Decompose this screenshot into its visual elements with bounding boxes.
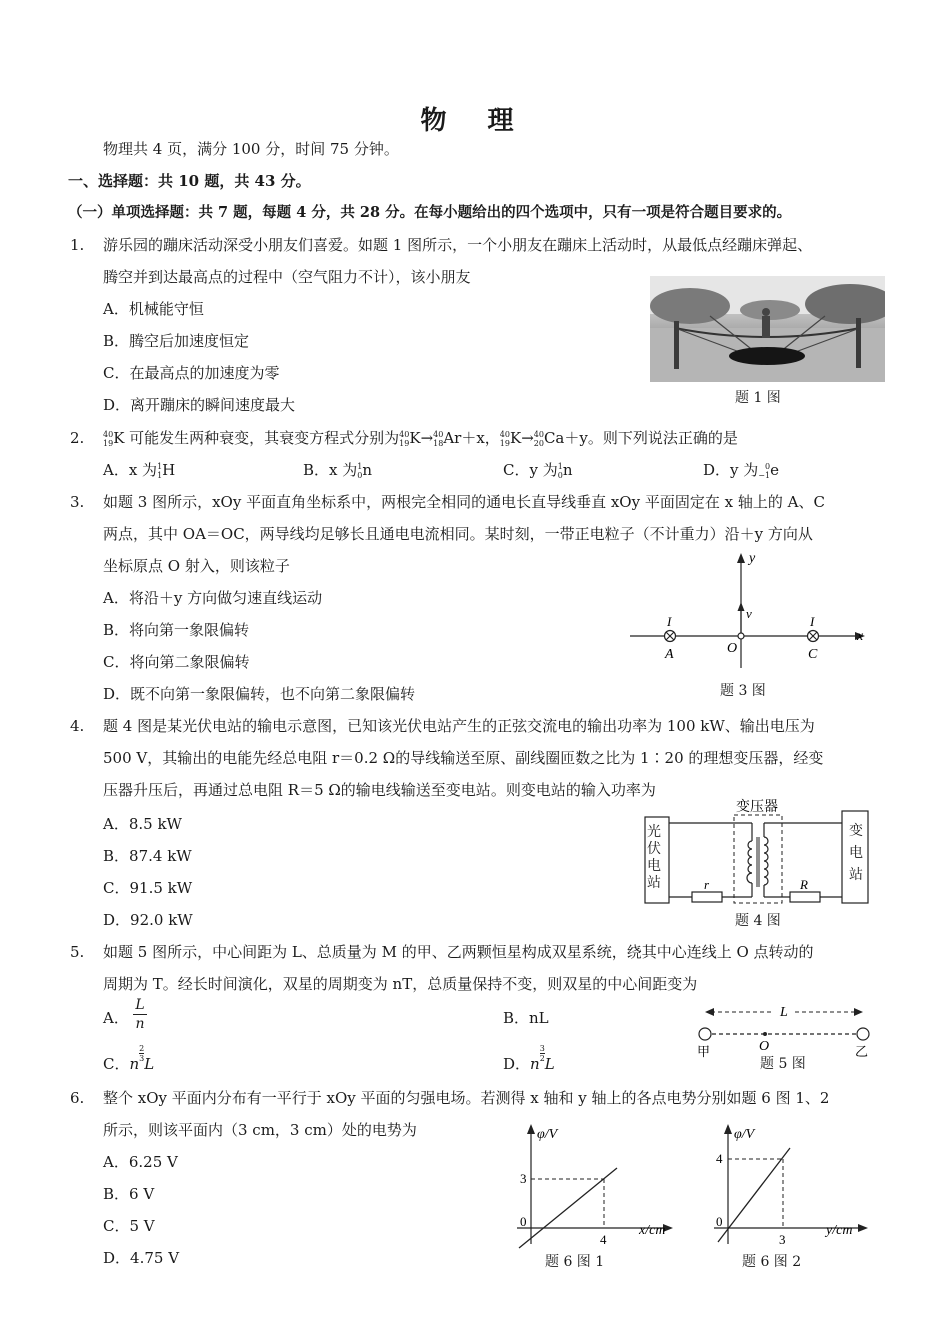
- x-axis-label: x/cm: [639, 1223, 666, 1238]
- point-c-label: C: [808, 647, 818, 662]
- option-b: B．6 V: [103, 1185, 155, 1203]
- option-c: C．5 V: [103, 1217, 155, 1235]
- page-title: 物 理: [420, 106, 530, 136]
- option-b: B．将向第一象限偏转: [103, 621, 250, 639]
- question-number: 2.: [70, 429, 85, 447]
- option-d: D．离开蹦床的瞬间速度最大: [103, 396, 296, 414]
- option-c: C．y 为1 0n: [503, 461, 573, 480]
- transformer-label: 变压器: [736, 799, 778, 815]
- x-tick-label: 4: [600, 1232, 607, 1247]
- option-a: A．机械能守恒: [103, 300, 204, 318]
- question-stem: 周期为 T。经长时间演化，双星的周期变为 nT，总质量保持不变，则双星的中心间距变为: [103, 975, 698, 993]
- question-stem: 腾空并到达最高点的过程中（空气阻力不计），该小朋友: [103, 268, 471, 286]
- figure-caption: 题 1 图: [735, 390, 781, 406]
- option-a: A．6.25 V: [103, 1153, 178, 1171]
- option-c: C．n2 3L: [103, 1044, 155, 1073]
- question-stem: 两点，其中 OA＝OC，两导线均足够长且通电电流相同。某时刻，一带正电粒子（不计重力）沿＋y 方向从: [103, 525, 813, 543]
- figure-3-diagram: [625, 548, 875, 678]
- resistor-r-label: r: [704, 877, 710, 892]
- question-stem: 整个 xOy 平面内分布有一平行于 xOy 平面的匀强电场。若测得 x 轴和 y 轴上的各点电势分别如题 6 图 1、2: [103, 1089, 830, 1107]
- figure-caption: 题 4 图: [735, 913, 781, 929]
- question-stem: 压器升压后，再通过总电阻 R＝5 Ω的输电线输送至变电站。则变电站的输入功率为: [103, 781, 656, 799]
- option-b: B．腾空后加速度恒定: [103, 332, 250, 350]
- substation-label: 变电站: [849, 823, 863, 883]
- question-number: 5.: [70, 943, 85, 961]
- figure-caption: 题 6 图 1: [545, 1254, 605, 1270]
- star-a-label: 甲: [697, 1045, 711, 1060]
- option-d: D．y 为 0 −1e: [703, 461, 779, 480]
- figure-5-binary-star: [695, 1000, 875, 1060]
- velocity-label: v: [746, 606, 752, 621]
- axis-label-y: y: [749, 551, 756, 566]
- y-tick-label: 3: [520, 1171, 527, 1186]
- figure-caption: 题 5 图: [760, 1056, 806, 1072]
- option-d: D．92.0 kW: [103, 911, 193, 929]
- option-c: C．91.5 kW: [103, 879, 193, 897]
- section-heading: 一、选择题：共 10 题，共 43 分。: [68, 172, 311, 190]
- option-c: C．在最高点的加速度为零: [103, 364, 280, 382]
- option-c: C．将向第二象限偏转: [103, 653, 250, 671]
- figure-6-graph-1: [505, 1120, 685, 1250]
- question-number: 3.: [70, 493, 85, 511]
- option-b: B．87.4 kW: [103, 847, 192, 865]
- question-stem: 题 4 图是某光伏电站的输电示意图，已知该光伏电站产生的正弦交流电的输出功率为 100 kW、输出电压为: [103, 717, 815, 735]
- resistor-R-label: R: [800, 877, 808, 892]
- option-d: D．n3 2L: [503, 1044, 555, 1073]
- option-a: A．: [103, 1009, 129, 1027]
- figure-caption: 题 6 图 2: [742, 1254, 802, 1270]
- option-a: A．8.5 kW: [103, 815, 182, 833]
- question-stem: 500 V，其输出的电能先经总电阻 r＝0.2 Ω的导线输送至原、副线圈匝数之比为 1∶20 的理想变压器，经变: [103, 749, 824, 767]
- x-axis-label: y/cm: [826, 1223, 853, 1238]
- question-number: 4.: [70, 717, 85, 735]
- option-d: D．既不向第一象限偏转，也不向第二象限偏转: [103, 685, 416, 703]
- figure-4-circuit: [640, 797, 880, 907]
- origin-label: O: [727, 641, 738, 656]
- option-d: D．4.75 V: [103, 1249, 180, 1267]
- option-b: B．x 为1 0n: [303, 461, 373, 480]
- center-label: O: [759, 1039, 770, 1054]
- option-a-fraction: L n: [133, 996, 147, 1033]
- y-tick-label: 4: [716, 1151, 723, 1166]
- option-b: B．nL: [503, 1009, 549, 1027]
- intro-text: 物理共 4 页，满分 100 分，时间 75 分钟。: [103, 140, 399, 158]
- origin-label: 0: [716, 1214, 723, 1229]
- question-stem: 游乐园的蹦床活动深受小朋友们喜爱。如题 1 图所示，一个小朋友在蹦床上活动时，从最低点经蹦床弹起、: [103, 236, 813, 254]
- figure-caption: 题 3 图: [720, 683, 766, 699]
- question-stem: 如题 5 图所示，中心间距为 L、总质量为 M 的甲、乙两颗恒星构成双星系统，绕其中心连线上 O 点转动的: [103, 943, 814, 961]
- pv-station-label: 光伏电站: [647, 824, 661, 891]
- question-number: 1.: [70, 236, 85, 254]
- current-label: I: [810, 614, 815, 629]
- question-number: 6.: [70, 1089, 85, 1107]
- axis-label-x: x: [857, 629, 864, 644]
- option-a: A．x 为1 1H: [103, 461, 176, 480]
- figure-6-graph-2: [700, 1120, 880, 1250]
- y-axis-label: φ/V: [537, 1127, 558, 1142]
- trampoline-photo: [650, 276, 885, 382]
- question-stem: 所示，则该平面内（3 cm，3 cm）处的电势为: [103, 1121, 417, 1139]
- origin-label: 0: [520, 1214, 527, 1229]
- question-stem: 坐标原点 O 射入，则该粒子: [103, 557, 290, 575]
- option-a: A．将沿＋y 方向做匀速直线运动: [103, 589, 323, 607]
- current-label: I: [667, 614, 672, 629]
- y-axis-label: φ/V: [734, 1127, 755, 1142]
- x-tick-label: 3: [779, 1232, 786, 1247]
- star-b-label: 乙: [855, 1045, 869, 1060]
- question-stem: 如题 3 图所示，xOy 平面直角坐标系中，两根完全相同的通电长直导线垂直 xOy 平面固定在 x 轴上的 A、C: [103, 493, 825, 511]
- section-subheading: （一）单项选择题：共 7 题，每题 4 分，共 28 分。在每小题给出的四个选项中，只有一项是符合题目要求的。: [68, 204, 792, 221]
- distance-label: L: [780, 1005, 788, 1020]
- question-stem: 40 19K 可能发生两种衰变，其衰变方程式分别为40 19K→40 18Ar＋x，40 19K→40 20Ca＋y。则下列说法正确的是: [103, 429, 738, 448]
- point-a-label: A: [665, 647, 674, 662]
